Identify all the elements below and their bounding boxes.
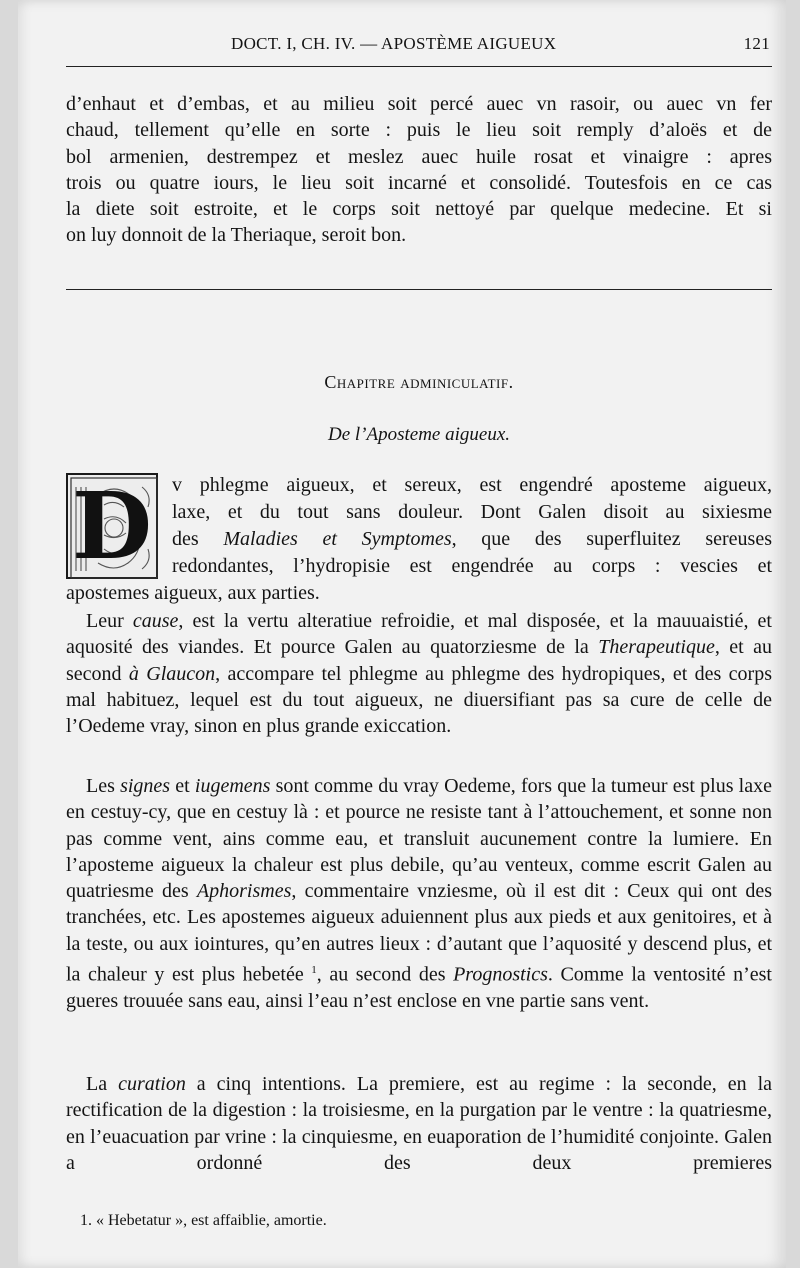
lead-tail bbox=[66, 580, 772, 606]
footnote: 1. « Hebetatur », est affaiblie, amortie. bbox=[80, 1212, 327, 1229]
chapter-subtitle: De l’Aposteme aigueux. bbox=[327, 424, 511, 445]
dropcap-letter: D bbox=[72, 472, 152, 580]
header-rule bbox=[66, 66, 772, 67]
section-rule bbox=[66, 289, 772, 290]
lead-line: redondantes, l’hydropisie est engendrée au corps : vescies et bbox=[172, 555, 772, 577]
chapter-title: Chapitre adminiculatif. bbox=[324, 372, 514, 392]
curation-paragraph: La curation a cinq intentions. La premiere, est au regime : la seconde, en la rectification de la digestion : la troisiesme, en la purgation par le ventre : la quatriesme, en l’euacuation par vrine : la cinquiesme, en euaporation de l’humidité conjointe. Galen a ordonné des deux premieres bbox=[66, 1073, 772, 1174]
intro-line: chaud, tellement qu’elle en sorte : puis le lieu soit remply d’aloës et de bbox=[66, 119, 772, 142]
lead-paragraph bbox=[172, 472, 772, 580]
lead-line: v phlegme aigueux, et sereux, est engendré aposteme aigueux, bbox=[172, 474, 772, 496]
running-title: DOCT. I, CH. IV. — APOSTÈME AIGUEUX bbox=[231, 34, 557, 53]
cause-paragraph: Leur cause, est la vertu alteratiue refroidie, et mal disposée, et la mauuaistié, et aquosité des viandes. Et pource Galen au quatorziesme de la Therapeutique, et au second à Glaucon, accompare tel phlegme au phlegme des hydropiques, et des corps mal habituez, lequel est du tout aigueux, ne diuersifiant pas sa cure de celle de l’Oedeme vray, sinon en plus grande exiccation. bbox=[66, 610, 772, 738]
intro-line: on luy donnoit de la Theriaque, seroit bon. bbox=[66, 224, 407, 247]
intro-line: trois ou quatre iours, le lieu soit incarné et consolidé. Toutesfois en ce cas bbox=[66, 171, 772, 194]
intro-paragraph bbox=[66, 91, 772, 249]
intro-line: la diete soit estroite, et le corps soit nettoyé par quelque medecine. Et si bbox=[66, 198, 772, 221]
signs-paragraph: Les signes et iugemens sont comme du vray Oedeme, fors que la tumeur est plus laxe en cestuy-cy, que en cestuy là : et pource ne resiste tant à l’attouchement, et sonne non pas comme vent, ains comme eau, et transluit aucunement contre la lumiere. En l’aposteme aigueux la chaleur est plus debile, qu’au venteux, comme escrit Galen au quatriesme des Aphorismes, commentaire vnziesme, où il est dit : Ceux qui ont des tranchées, etc. Les apostemes aigueux aduiennent plus aux pieds et aux genitoires, et à la teste, ou aux iointures, qu’en autres lieux : d’autant que l’aquosité y descend plus, et la chaleur y est plus hebetée $^1$, au second des Prognostics. Comme la ventosité n’est gueres trouuée sans eau, ainsi l’eau n’est enclose en vne partie sans vent. bbox=[66, 775, 772, 1013]
intro-line: d’enhaut et d’embas, et au milieu soit percé auec vn rasoir, ou auec vn fer bbox=[66, 93, 772, 115]
page-number: 121 bbox=[743, 34, 770, 53]
lead-line: des Maladies et Symptomes, que des superfluitez sereuses bbox=[172, 528, 772, 550]
running-header bbox=[66, 34, 772, 58]
lead-line: laxe, et du tout sans douleur. Dont Galen disoit au sixiesme bbox=[172, 501, 772, 523]
lead-line: apostemes aigueux, aux parties. bbox=[66, 582, 320, 604]
intro-line: bol armenien, destrempez et meslez auec huile rosat et vinaigre : apres bbox=[66, 145, 772, 168]
footnote-marker: 1 bbox=[311, 964, 317, 977]
book-page bbox=[18, 0, 786, 1268]
ornamental-initial bbox=[66, 473, 158, 579]
